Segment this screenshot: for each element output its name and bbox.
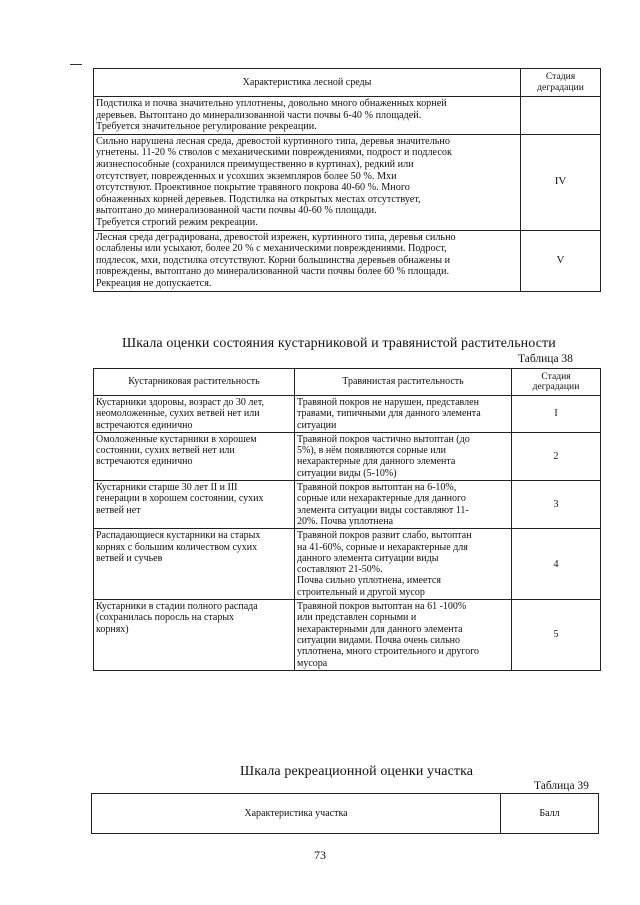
text-line: Травяной покров не нарушен, представлен (297, 397, 479, 408)
characteristic-cell (94, 134, 521, 230)
text-line: ветвей нет (96, 504, 141, 516)
stage-cell: I (512, 396, 601, 433)
page-number: 73 (314, 848, 326, 862)
table-row (94, 97, 601, 135)
stage-cell (521, 97, 601, 135)
grass-cell (295, 600, 512, 671)
table-header-row (92, 794, 599, 834)
stage-cell: V (521, 230, 601, 291)
text-line: травами, типичными для данного элемента (297, 408, 481, 420)
margin-mark (70, 64, 82, 65)
shrub-cell (94, 432, 295, 480)
table-row (94, 600, 601, 671)
text-line: корнях с большим количеством сухих (96, 541, 258, 553)
text-line: Лесная среда деградирована, древостой изрежен, куртинного типа, деревья сильно (96, 231, 456, 243)
text-line: Сильно нарушена лесная среда, древостой куртинного типа, деревья значительно (96, 135, 450, 147)
table-row (94, 529, 601, 600)
text-line: корнях) (96, 623, 129, 635)
text-line: составляют 21-50%. (297, 564, 383, 576)
table-header-row (94, 69, 601, 97)
text-line: Подстилка и почва значительно уплотнены, довольно много обнаженных корней (96, 98, 447, 109)
text-line: деревьев. Вытоптано до минерализованной части почвы 6-40 % площадей. (96, 109, 422, 121)
text-line: (сохранилась поросль на старых (96, 612, 235, 624)
text-line: на 41-60%, сорные и нехарактерные для (297, 541, 468, 553)
shrub-cell (94, 481, 295, 529)
text-line: строительный и другой мусор (297, 586, 425, 598)
text-line: Кустарники в стадии полного распада (96, 601, 258, 613)
text-line: нехарактерные для данного элемента (297, 456, 456, 468)
column-header-grass: Травянистая растительность (295, 369, 512, 396)
text-line: отсутствует, поврежденных и усохших экземпляров более 50 %. Мхи (96, 170, 397, 182)
text-line: ситуации (297, 419, 337, 431)
table-row (94, 481, 601, 529)
stage-header-line: Стадия (545, 71, 576, 83)
text-line: неомоложенные, сухих ветвей нет или (96, 408, 260, 420)
grass-cell (295, 529, 512, 600)
text-line: Почва сильно уплотнена, имеется (297, 575, 441, 587)
text-line: Рекреация не допускается. (96, 277, 212, 289)
table-header-row (94, 369, 601, 396)
forest-degradation-table (93, 68, 601, 292)
shrub-cell (94, 529, 295, 600)
text-line: Травяной покров вытоптан на 61 -100% (297, 601, 467, 613)
grass-cell (295, 481, 512, 529)
grass-cell (295, 396, 512, 433)
table-label-39: Таблица 39 (534, 780, 589, 792)
text-line: Кустарники здоровы, возраст до 30 лет, (96, 397, 264, 408)
text-line: Травяной покров развит слабо, вытоптан (297, 530, 472, 542)
text-line: Требуется значительное регулирование рекреации. (96, 121, 317, 133)
characteristic-cell (94, 230, 521, 291)
text-line: 20%. Почва уплотнена (297, 515, 394, 527)
text-line: встречаются единично (96, 456, 193, 468)
text-line: 5%), в нём появляются сорные или (297, 445, 446, 457)
text-line: ветвей и сучьев (96, 552, 163, 564)
text-line: жизнеспособные (сохранился преимущественно в куртинах), редкий или (96, 158, 414, 170)
stage-cell: 3 (512, 481, 601, 529)
section-title-recreation: Шкала рекреационной оценки участка (240, 764, 474, 779)
text-line: состоянии, сухих ветвей нет или (96, 445, 235, 457)
text-line: Омоложенные кустарники в хорошем (96, 433, 257, 445)
column-header-score: Балл (501, 794, 599, 834)
table-row (94, 396, 601, 433)
text-line: Требуется строгий режим рекреации. (96, 216, 258, 228)
column-header-stage (512, 369, 601, 396)
table-label-38: Таблица 38 (518, 353, 573, 365)
text-line: вытоптано до минерализованной части почвы 40-60 % площади. (96, 205, 377, 217)
shrub-grass-table (93, 368, 601, 671)
text-line: повреждены, вытоптано до минерализованной части почвы более 60 % площади. (96, 266, 449, 278)
text-line: Травяной покров частично вытоптан (до (297, 433, 470, 445)
text-line: отсутствуют. Проективное покрытие травяного покрова 40-60 %. Много (96, 182, 410, 194)
text-line: элемента ситуации виды составляют 11- (297, 504, 469, 516)
text-line: или представлен сорными и (297, 612, 417, 624)
column-header-stage (521, 69, 601, 97)
recreation-score-table (91, 793, 599, 834)
stage-cell: IV (521, 134, 601, 230)
grass-cell (295, 432, 512, 480)
text-line: ослаблены или усыхают, более 20 % с механическими повреждениями. Подрост, (96, 243, 447, 255)
table-row (94, 134, 601, 230)
text-line: генерации в хорошем состоянии, сухих (96, 493, 264, 505)
table-row (94, 432, 601, 480)
text-line: встречаются единично (96, 419, 193, 431)
text-line: Распадающиеся кустарники на старых (96, 530, 261, 542)
characteristic-cell (94, 97, 521, 135)
stage-cell: 2 (512, 432, 601, 480)
text-line: ситуации видами. Почва очень сильно (297, 634, 461, 646)
stage-header-line: деградации (537, 81, 584, 93)
text-line: данного элемента ситуации виды (297, 552, 439, 564)
text-line: подлесок, мхи, подстилка отсутствуют. Корни большинства деревьев обнажены и (96, 254, 451, 266)
table-row (94, 230, 601, 291)
text-line: ситуации виды (5-10%) (297, 467, 397, 479)
text-line: мусора (297, 657, 328, 669)
text-line: уплотнена, много строительного и другого (297, 646, 480, 658)
text-line: Кустарники старше 30 лет II и III (96, 482, 238, 494)
column-header-characteristic: Характеристика лесной среды (94, 69, 521, 97)
shrub-cell (94, 600, 295, 671)
column-header-characteristic: Характеристика участка (92, 794, 501, 834)
text-line: сорные или нехарактерные для данного (297, 493, 466, 505)
text-line: угнетены. 11-20 % стволов с механическими повреждениями, подрост и подлесок (96, 147, 452, 159)
stage-cell: 4 (512, 529, 601, 600)
stage-header-line: Стадия (541, 370, 571, 382)
column-header-shrub: Кустарниковая растительность (94, 369, 295, 396)
stage-header-line: деградации (532, 381, 580, 392)
shrub-cell (94, 396, 295, 433)
text-line: обнаженных корней деревьев. Подстилка на открытых местах отсутствует, (96, 193, 421, 205)
text-line: нехарактерными для данного элемента (297, 623, 463, 635)
stage-cell: 5 (512, 600, 601, 671)
text-line: Травяной покров вытоптан на 6-10%, (297, 482, 457, 494)
section-title-shrub-grass: Шкала оценки состояния кустарниковой и травянистой растительности (122, 336, 556, 351)
